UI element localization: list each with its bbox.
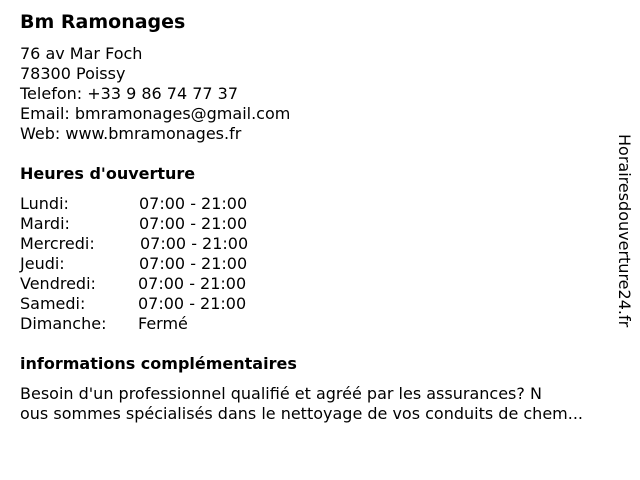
opening-hours-heading: Heures d'ouverture [20,164,196,183]
hours-row-sunday [20,314,248,334]
hours-row-wednesday [20,234,248,254]
hours-row-monday [20,194,248,214]
address-city: 78300 Poissy [20,64,126,83]
description-line: Besoin d'un professionnel qualifié et agréé par les assurances? N [20,384,542,403]
business-name: Bm Ramonages [20,11,186,33]
day-label: Mardi: [20,214,70,233]
day-label: Samedi: [20,294,86,313]
hours-row-thursday [20,254,248,274]
day-label: Dimanche: [20,314,107,333]
day-hours: Fermé [138,314,188,333]
hours-row-friday [20,274,248,294]
email-address: Email: bmramonages@gmail.com [20,104,291,123]
opening-hours-table [20,194,248,334]
additional-info-text [20,384,632,424]
hours-row-tuesday [20,214,248,234]
day-label: Mercredi: [20,234,95,253]
contact-block [20,44,290,144]
additional-info-heading: informations complémentaires [20,354,297,373]
address-street: 76 av Mar Foch [20,44,143,63]
day-label: Lundi: [20,194,69,213]
site-watermark: Horairesdouverture24.fr [615,134,634,328]
day-hours: 07:00 - 21:00 [139,254,248,273]
day-hours: 07:00 - 21:00 [138,274,247,293]
phone-number: Telefon: +33 9 86 74 77 37 [20,84,239,103]
day-label: Vendredi: [20,274,96,293]
day-hours: 07:00 - 21:00 [140,234,249,253]
day-label: Jeudi: [20,254,65,273]
hours-row-saturday [20,294,248,314]
day-hours: 07:00 - 21:00 [138,294,247,313]
description-line: ous sommes spécialisés dans le nettoyage de vos conduits de chem... [20,404,584,423]
website: Web: www.bmramonages.fr [20,124,242,143]
day-hours: 07:00 - 21:00 [139,214,248,233]
day-hours: 07:00 - 21:00 [139,194,248,213]
